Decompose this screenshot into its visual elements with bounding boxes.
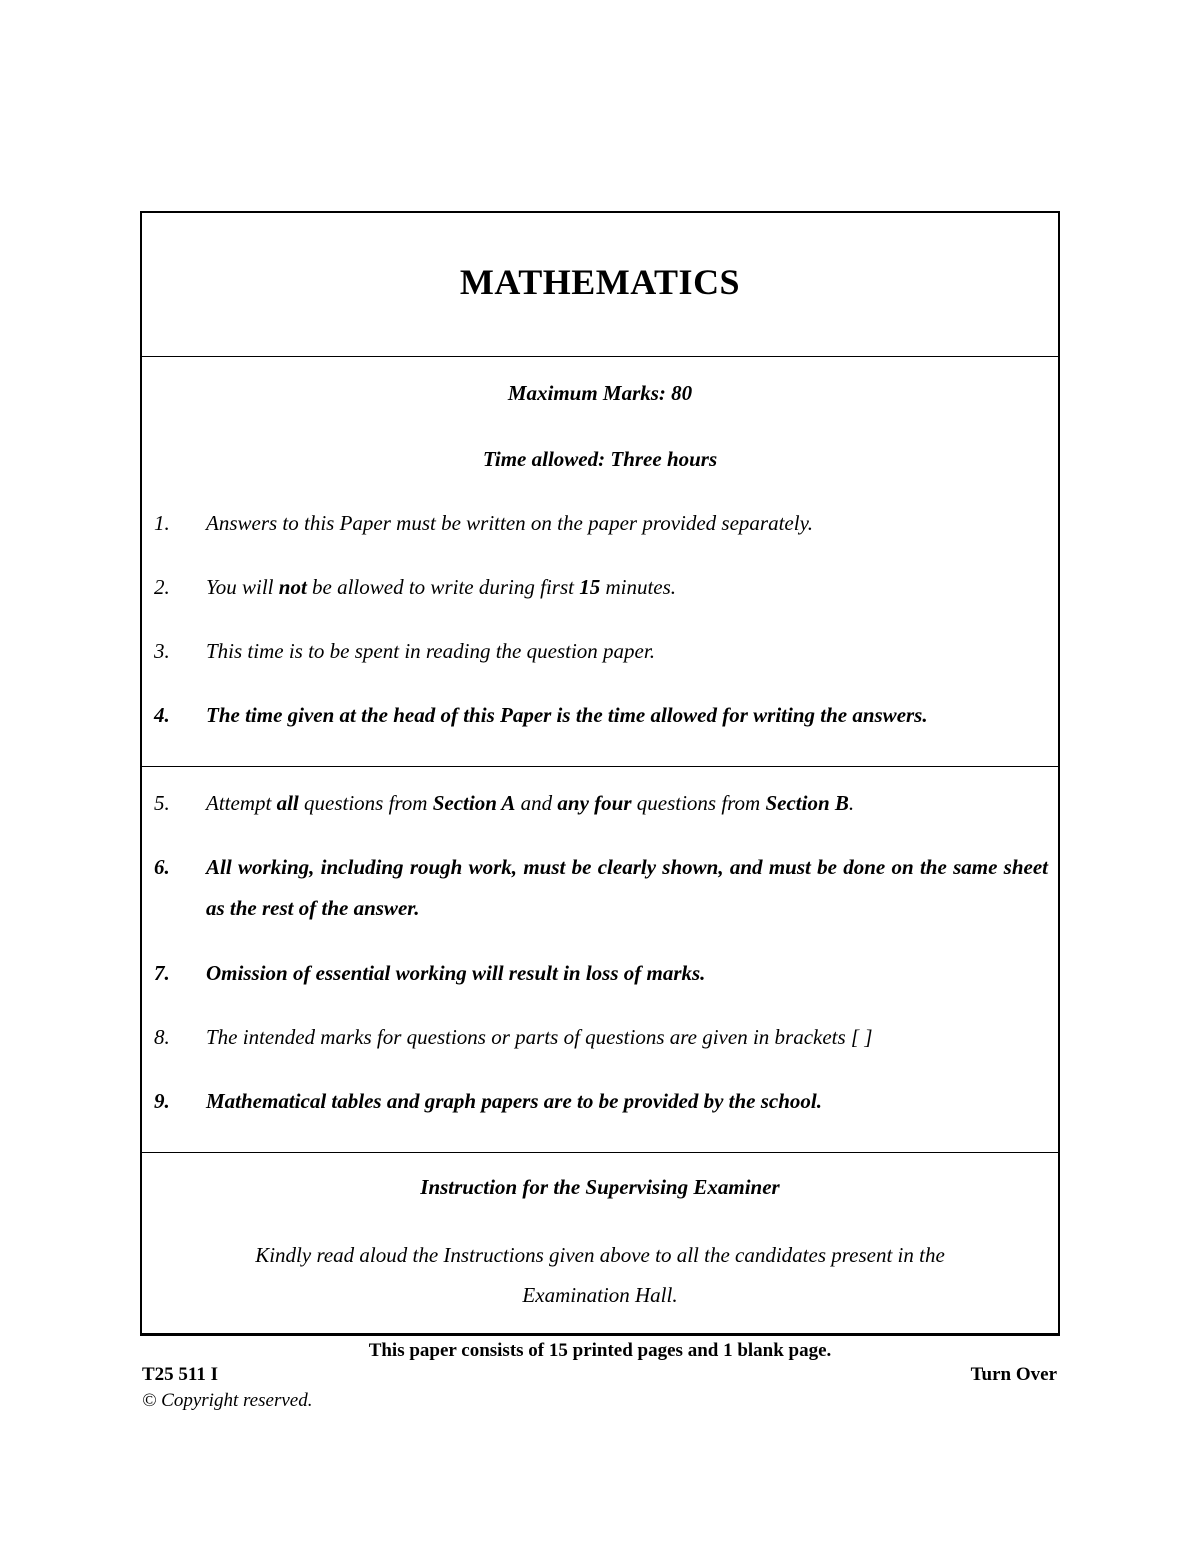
text-part: questions from [298,791,433,815]
text-part: . [848,791,855,815]
title-section [142,213,1058,357]
text-part: minutes. [600,575,677,599]
emphasis-not: not [278,575,307,599]
supervisor-title: Instruction for the Supervising Examiner [420,1175,780,1199]
emphasis-section-a: Section A [432,791,516,815]
text-part: and [515,791,558,815]
text-part: You will [206,575,279,599]
text-part: be allowed to write during first [306,575,580,599]
answering-instructions-section [142,767,1058,1153]
instruction-item-9 [154,1081,1048,1122]
instruction-text: This time is to be spent in reading the question paper. [206,639,655,663]
instruction-item-3 [154,631,1048,672]
page-title: MATHEMATICS [459,262,741,302]
emphasis-any-four: any four [557,791,632,815]
instruction-text: Answers to this Paper must be written on the paper provided separately. [206,511,814,535]
instruction-item-2 [154,567,1048,608]
emphasis-minutes: 15 [579,575,601,599]
instruction-text [206,567,1048,608]
instruction-number: 6. [154,855,170,879]
supervisor-section [142,1153,1058,1333]
instruction-number: 5. [154,791,170,815]
pages-note: This paper consists of 15 printed pages and 1 blank page. [368,1340,832,1361]
time-allowed: Time allowed: Three hours [482,447,718,471]
emphasis-section-b: Section B [765,791,849,815]
instructions-box [140,211,1060,1336]
turn-over: Turn Over [970,1364,1057,1385]
instruction-item-7 [154,953,1048,994]
instruction-number: 3. [154,639,170,663]
instruction-text: Omission of essential working will result in loss of marks. [206,961,706,985]
emphasis-all: all [276,791,299,815]
instruction-item-1 [154,503,1048,544]
instruction-item-5 [154,783,1048,824]
instruction-text: All working, including rough work, must be clearly shown, and must be done on the same sheet as the rest of the answer. [206,855,1048,920]
instruction-number: 4. [154,703,170,727]
instruction-number: 7. [154,961,170,985]
instruction-text: Mathematical tables and graph papers are to be provided by the school. [206,1089,822,1113]
general-instructions-section [142,357,1058,767]
instruction-item-4 [154,695,1048,736]
instruction-number: 2. [154,575,170,599]
paper-code: T25 511 I [142,1364,219,1385]
text-part: Attempt [206,791,277,815]
instruction-text: The time given at the head of this Paper is the time allowed for writing the answers. [206,703,928,727]
instruction-item-8 [154,1017,1048,1058]
maximum-marks: Maximum Marks: 80 [507,381,693,405]
copyright: © Copyright reserved. [142,1390,313,1411]
instruction-text [206,783,1048,824]
supervisor-text: Kindly read aloud the Instructions given above to all the candidates present in the Examination Hall. [255,1243,945,1307]
instruction-item-6 [154,847,1048,929]
instruction-number: 8. [154,1025,170,1049]
instruction-number: 1. [154,511,170,535]
instruction-number: 9. [154,1089,170,1113]
text-part: questions from [631,791,766,815]
instruction-text: The intended marks for questions or parts of questions are given in brackets [ ] [206,1025,873,1049]
